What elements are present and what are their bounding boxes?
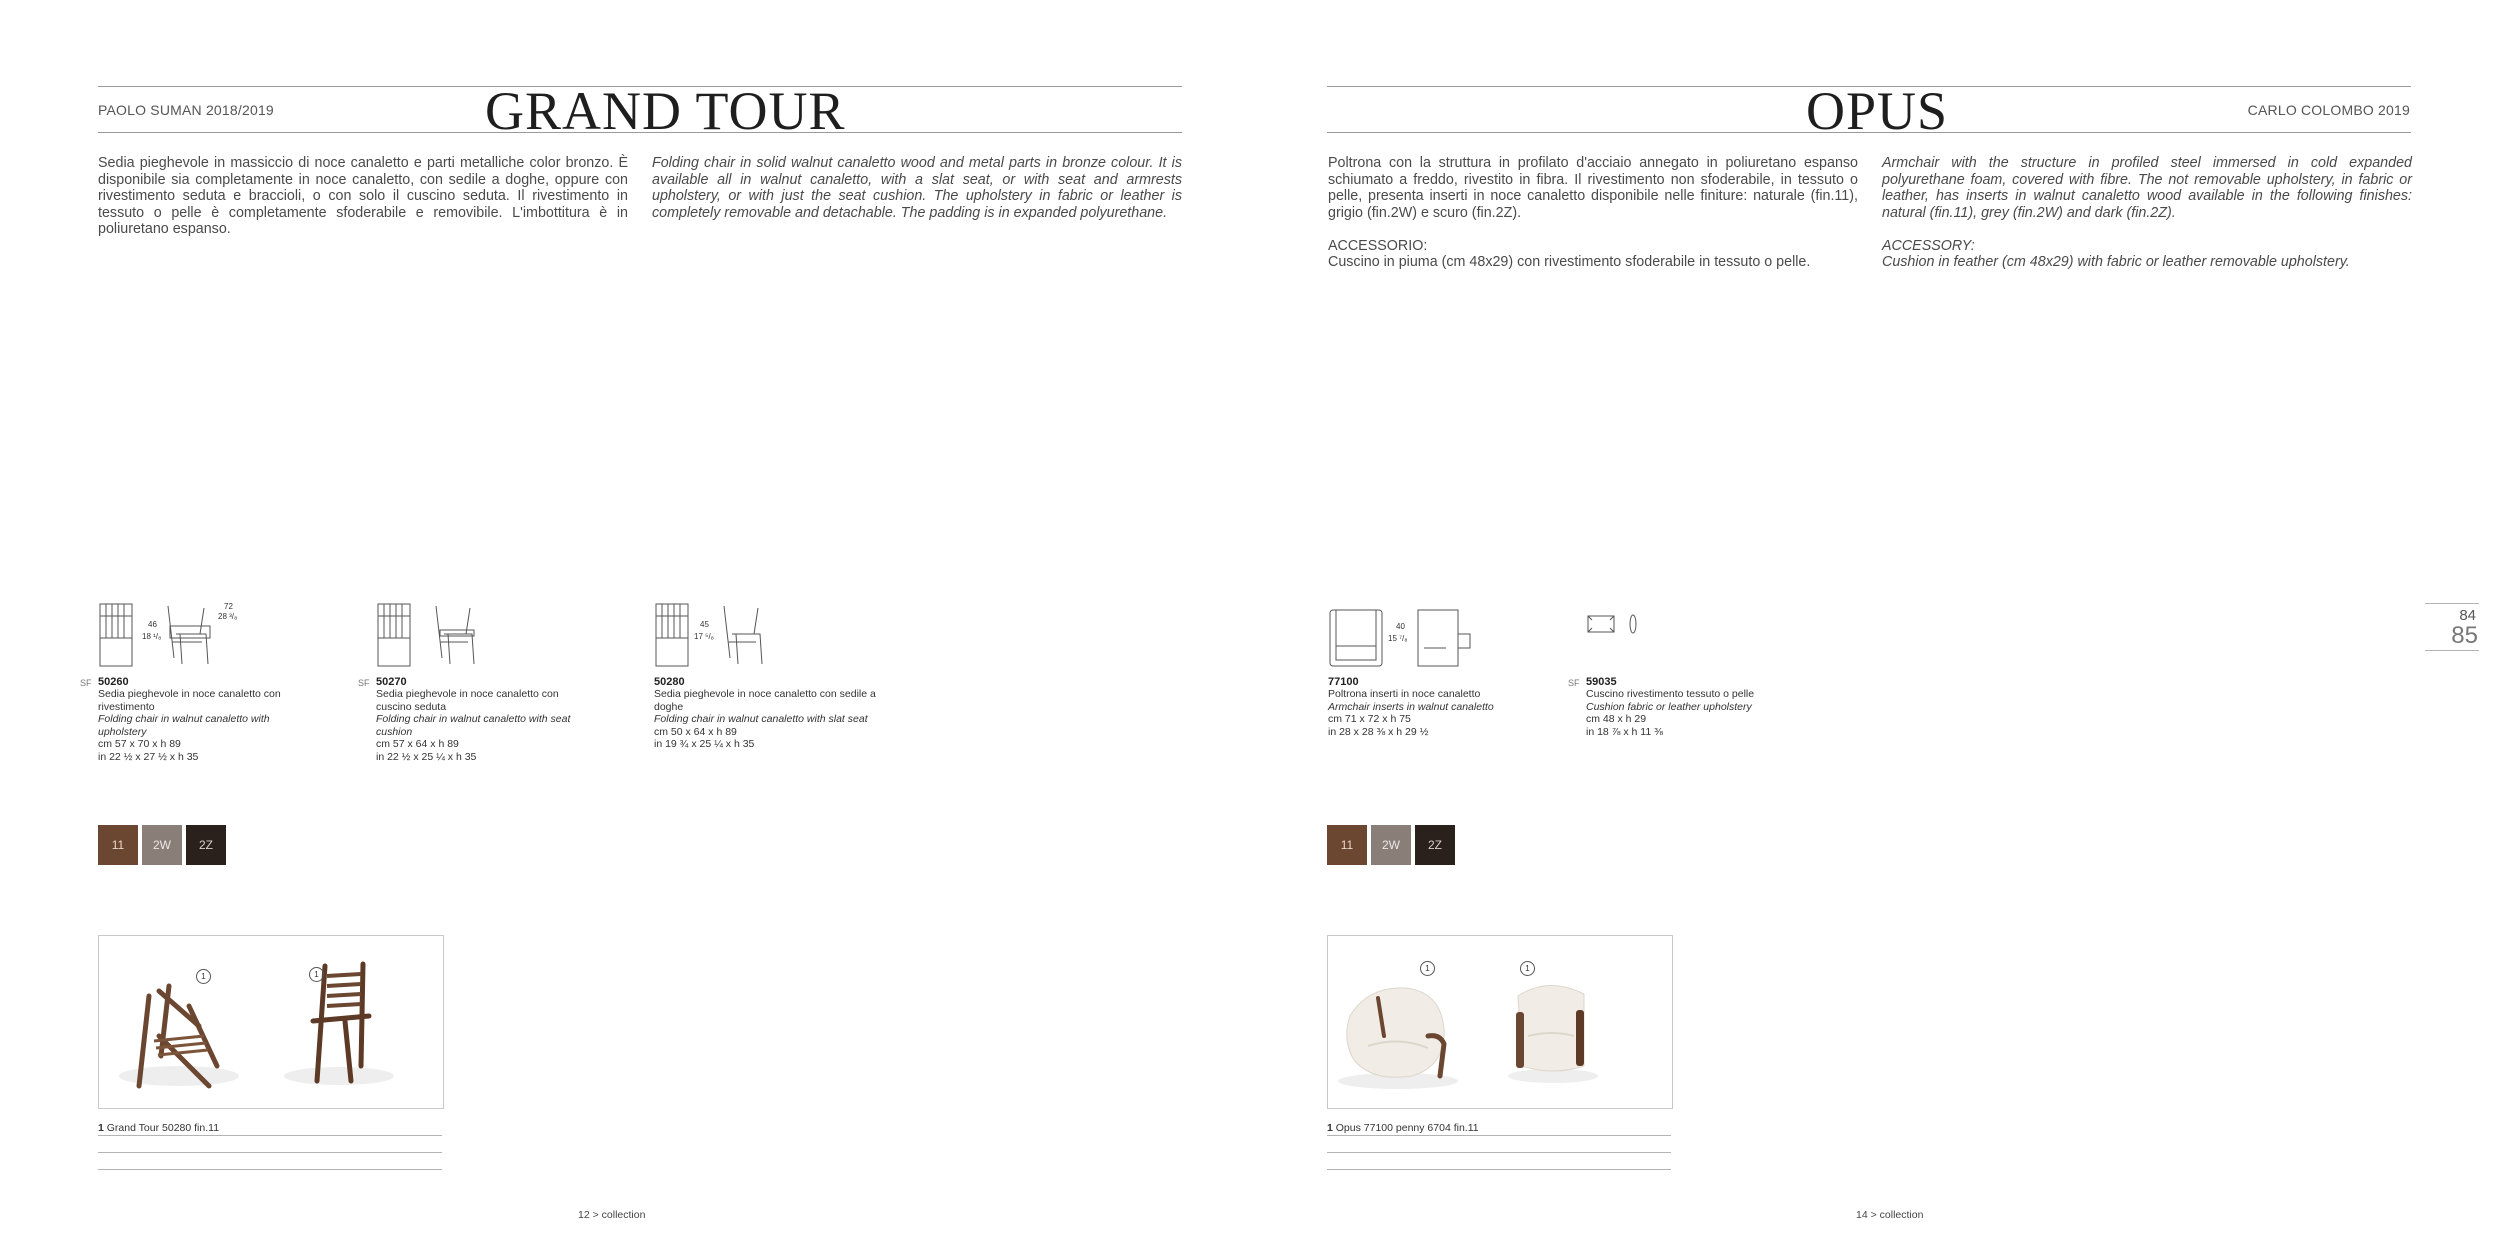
left-text-english: Folding chair in solid walnut canaletto wood and metal parts in bronze colour. It is available all in walnut canaletto, with a slat seat, or with seat and armrests upholstery, or with just the seat cushion. The upholstery in fabric or leather is completely removable and detachable. The padding is in expanded polyurethane. xyxy=(652,155,1182,221)
product-dims-cm: cm 57 x 64 x h 89 xyxy=(376,738,459,750)
product-dims-cm: cm 57 x 70 x h 89 xyxy=(98,738,181,750)
chair-drawing-icon xyxy=(652,598,782,670)
right-footer: 14 > collection xyxy=(1856,1209,1924,1221)
product-dims-in: in 18 ⅞ x h 11 ⅜ xyxy=(1586,725,1663,738)
photo-marker: 1 xyxy=(309,967,324,982)
finish-swatch-2z: 2Z xyxy=(186,825,226,865)
caption-rule xyxy=(1327,1152,1671,1153)
right-text-english: Armchair with the structure in profiled steel immersed in cold expanded polyurethane foam, covered with fibre. The not removable upholstery, in fabric or leather, has inserts in walnut canaletto wood available in the following finishes: natural (fin.11), grey (fin.2W) and dark (fin.2Z). ACCESSORY: Cushion in feather (cm 48x29) with fabric or leather removable upholstery. xyxy=(1882,155,2412,270)
product-photo-opus xyxy=(1327,935,1673,1109)
product-code: 50260 xyxy=(98,676,129,688)
product-59035 xyxy=(1568,608,1808,768)
folding-chair-image xyxy=(99,936,443,1108)
product-code: 50270 xyxy=(376,676,407,688)
product-dims-cm: cm 48 x h 29 xyxy=(1586,713,1647,725)
product-photo-grand-tour xyxy=(98,935,444,1109)
product-desc-it: Poltrona inserti in noce canaletto xyxy=(1328,688,1481,700)
caption-rule xyxy=(98,1169,442,1170)
caption-rule xyxy=(98,1135,442,1136)
dim-width-in: 15 ⁷/₈ xyxy=(1388,634,1408,643)
photo-marker: 1 xyxy=(1520,961,1535,976)
finish-swatch-11: 11 xyxy=(1327,825,1367,865)
product-77100 xyxy=(1328,608,1568,768)
dim-depth-in: 28 ³/₈ xyxy=(218,612,238,621)
dim-width-in: 18 ¹/₈ xyxy=(142,632,162,641)
product-code: 50280 xyxy=(654,676,685,688)
product-dims-in: in 28 x 28 ⅜ x h 29 ½ xyxy=(1328,725,1429,738)
product-dims-in: in 19 ¾ x 25 ¼ x h 35 xyxy=(654,738,755,750)
dim-width-cm: 46 xyxy=(148,620,157,629)
product-code: 59035 xyxy=(1586,676,1617,688)
finish-swatch-2w: 2W xyxy=(1371,825,1411,865)
right-designer: CARLO COLOMBO 2019 xyxy=(2247,102,2410,118)
dim-width-in: 17 ⁵/₈ xyxy=(694,632,714,641)
photo-marker: 1 xyxy=(1420,961,1435,976)
product-desc-en: Folding chair in walnut canaletto with slat seat xyxy=(654,713,868,725)
product-desc-it: Sedia pieghevole in noce canaletto con rivestimento xyxy=(98,688,281,713)
caption-rule xyxy=(98,1152,442,1153)
photo-caption: 1 Opus 77100 penny 6704 fin.11 xyxy=(1327,1122,1479,1134)
product-50260 xyxy=(80,598,320,768)
right-text-italian: Poltrona con la struttura in profilato d'acciaio annegato in poliuretano espanso schiumato a freddo, rivestito in fibra. Il rivestimento non sfoderabile, in tessuto o pelle, presenta inserti in noce canaletto disponibile nelle finiture: naturale (fin.11), grigio (fin.2W) e scuro (fin.2Z). ACCESSORIO: Cuscino in piuma (cm 48x29) con rivestimento sfoderabile in tessuto o pelle. xyxy=(1328,155,1858,270)
chair-drawing-icon xyxy=(374,598,494,670)
caption-rule xyxy=(1327,1135,1671,1136)
page-number-rule xyxy=(2425,650,2479,651)
armchair-image xyxy=(1328,936,1672,1108)
right-collection-title: OPUS xyxy=(1806,81,1949,141)
left-collection-title: GRAND TOUR xyxy=(485,81,846,141)
page-number-right: 85 xyxy=(2451,622,2478,649)
cushion-drawing-icon xyxy=(1586,612,1656,642)
product-desc-en: Folding chair in walnut canaletto with seat cushion xyxy=(376,713,571,738)
photo-caption: 1 Grand Tour 50280 fin.11 xyxy=(98,1122,220,1134)
product-dims-cm: cm 71 x 72 x h 75 xyxy=(1328,713,1411,725)
left-designer: PAOLO SUMAN 2018/2019 xyxy=(98,102,274,118)
sf-badge: SF xyxy=(80,678,92,688)
dim-depth-cm: 72 xyxy=(224,602,233,611)
product-desc-en: Folding chair in walnut canaletto with upholstery xyxy=(98,713,270,738)
product-desc-it: Cuscino rivestimento tessuto o pelle xyxy=(1586,688,1755,700)
product-desc-en: Armchair inserts in walnut canaletto xyxy=(1328,700,1494,713)
product-desc-en: Cushion fabric or leather upholstery xyxy=(1586,700,1752,713)
caption-rule xyxy=(1327,1169,1671,1170)
page-number-left: 84 xyxy=(2459,607,2476,624)
left-footer: 12 > collection xyxy=(578,1209,646,1221)
product-dims-in: in 22 ½ x 25 ¼ x h 35 xyxy=(376,750,477,763)
product-dims-cm: cm 50 x 64 x h 89 xyxy=(654,725,737,738)
dim-width-cm: 45 xyxy=(700,620,709,629)
page-number-rule xyxy=(2425,603,2479,604)
product-50280 xyxy=(636,598,906,768)
photo-marker: 1 xyxy=(196,969,211,984)
dim-width-cm: 40 xyxy=(1396,622,1405,631)
product-desc-it: Sedia pieghevole in noce canaletto con cuscino seduta xyxy=(376,688,559,713)
finish-swatch-11: 11 xyxy=(98,825,138,865)
product-50270 xyxy=(358,598,598,768)
finish-swatch-2w: 2W xyxy=(142,825,182,865)
sf-badge: SF xyxy=(1568,678,1580,688)
product-code: 77100 xyxy=(1328,676,1359,688)
finish-swatch-2z: 2Z xyxy=(1415,825,1455,865)
left-text-italian: Sedia pieghevole in massiccio di noce canaletto e parti metalliche color bronzo. È disponibile sia completamente in noce canaletto, con sedile a doghe, oppure con rivestimento seduta e braccioli, o con solo il cuscino seduta. Il rivestimento in tessuto o pelle è completamente sfoderabile e removibile. L'imbottitura è in poliuretano espanso. xyxy=(98,155,628,237)
product-desc-it: Sedia pieghevole in noce canaletto con sedile a doghe xyxy=(654,688,876,713)
product-dims-in: in 22 ½ x 27 ½ x h 35 xyxy=(98,750,199,763)
sf-badge: SF xyxy=(358,678,370,688)
